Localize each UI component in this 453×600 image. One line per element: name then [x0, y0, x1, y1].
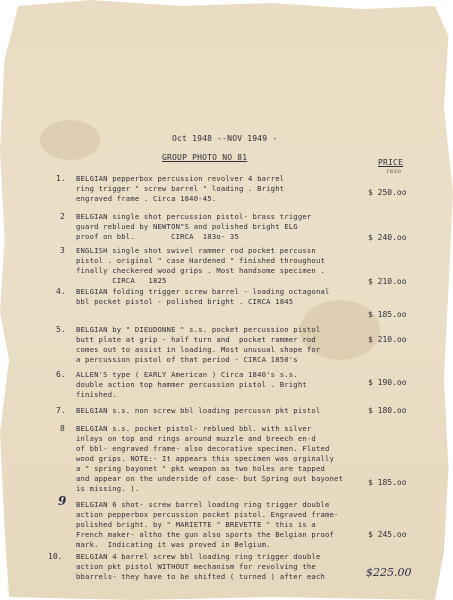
item-line: finally checkered wood grips . Most handsome specimen .	[76, 266, 325, 275]
item-line: French maker- altho the gun also sports the Belgian proof	[76, 530, 335, 539]
item-price: $ 185.oo	[368, 310, 407, 319]
item-number: 7.	[56, 406, 66, 415]
item-number: 8	[60, 424, 65, 433]
item-line: CIRCA 1825	[76, 276, 167, 285]
item-line: wood grips. NOTE:- It appears this specimen was orginally	[76, 454, 335, 463]
item-line: comes out to assist in loading. Most unusual shape for	[76, 345, 321, 354]
item-price: $ 190.oo	[368, 378, 407, 387]
item-price: $ 240.oo	[368, 233, 407, 242]
item-line: ring trigger " screw barrel " loading . Bright	[76, 184, 285, 193]
group-photo-header: GROUP PHOTO NO 81	[162, 153, 248, 162]
price-column-subheader: reso	[386, 168, 402, 175]
item-line: BELGIAN s.s. pocket pistol- reblued bbl. with silver	[76, 424, 312, 433]
item-price: $ 210.oo	[368, 277, 407, 286]
item-line: a " spring bayonet " pkt weapon as two holes are tapped	[76, 464, 325, 473]
item-number: 3	[60, 246, 65, 255]
item-line: BELGIAN folding trigger screw barrel - loading octagonal	[76, 287, 330, 296]
item-line: BELGIAN by " DIEUDONNE " s.s. pocket percussion pistol	[76, 325, 321, 334]
item-number: 10.	[48, 552, 63, 561]
item-line: bbarrels- they have to be shifted ( turned ) after each	[76, 572, 325, 581]
item-line: BELGIAN single shot percussion pistol- brass trigger	[76, 212, 312, 221]
item-number: 5.	[56, 325, 66, 334]
item-line: ALLEN'S type ( EARLY American ) Circa 1840's s.s.	[76, 370, 298, 379]
item-number: 1.	[56, 174, 66, 183]
item-price: $ 180.oo	[368, 406, 407, 415]
item-price: $ 245.oo	[368, 530, 407, 539]
item-line: mark. Indicating it was proved in Belgium.	[76, 540, 271, 549]
price-column-header: PRICE	[378, 158, 404, 167]
paper-stain	[40, 120, 100, 160]
item-line: pistol . original " case Hardened " finished throughout	[76, 256, 325, 265]
item-price: $ 210.oo	[368, 335, 407, 344]
item-line: guard reblued by NEWTON"S and polished bright ELG	[76, 222, 298, 231]
handwritten-item-number: 9	[58, 494, 67, 508]
handwritten-price: $225.00	[366, 566, 412, 579]
item-line: polished bright. by " MARIETTE " BREVETTE " this is a	[76, 520, 316, 529]
item-line: double action top hammer percussion pistol . Bright	[76, 380, 307, 389]
item-line: BELGIAN 4 barrel screw bbl loading ring trigger double	[76, 552, 321, 561]
item-line: BELGIAN s.s. non screw bbl loading percussn pkt pistol	[76, 406, 321, 415]
date-range-header: Oct 1948 --NOV 1949 -	[172, 134, 278, 143]
item-price: $ 250.oo	[368, 188, 407, 197]
item-line: BELGIAN 6 shot- screw barrel loading ring trigger double	[76, 500, 330, 509]
item-line: a percussion pistol of that period - CIRCA 1850's	[76, 355, 298, 364]
item-line: bbl pocket pistol - polished bright . CIRCA 1845	[76, 297, 294, 306]
item-number: 2	[60, 212, 65, 221]
item-line: butt plate at grip - half turn and pocket rammer rod	[76, 335, 316, 344]
item-price: $ 185.oo	[368, 478, 407, 487]
item-line: ENGLISH single shot swivel rammer rod pocket percussn	[76, 246, 316, 255]
item-number: 6.	[56, 370, 66, 379]
item-number: 4.	[56, 287, 66, 296]
item-line: BELGIAN pepperbox percussion revolver 4 barrel	[76, 174, 285, 183]
item-line: of bbl- engraved frame- also decorative specimen. Fluted	[76, 444, 330, 453]
item-line: proof on bbl. CIRCA 183o- 35	[76, 232, 239, 241]
item-line: inlays on top and rings around muzzle and breech en-d	[76, 434, 316, 443]
item-line: and appear on the underside of case- but Spring out bayonet	[76, 474, 344, 483]
item-line: engraved frame . Circa 1840-45.	[76, 194, 217, 203]
item-line: action pkt pistol WITHOUT mechanism for revolving the	[76, 562, 316, 571]
item-line: finished.	[76, 390, 117, 399]
item-line: action pepperbox percussion pocket pistol. Engraved frame-	[76, 510, 339, 519]
item-line: is missing. ).	[76, 484, 140, 493]
